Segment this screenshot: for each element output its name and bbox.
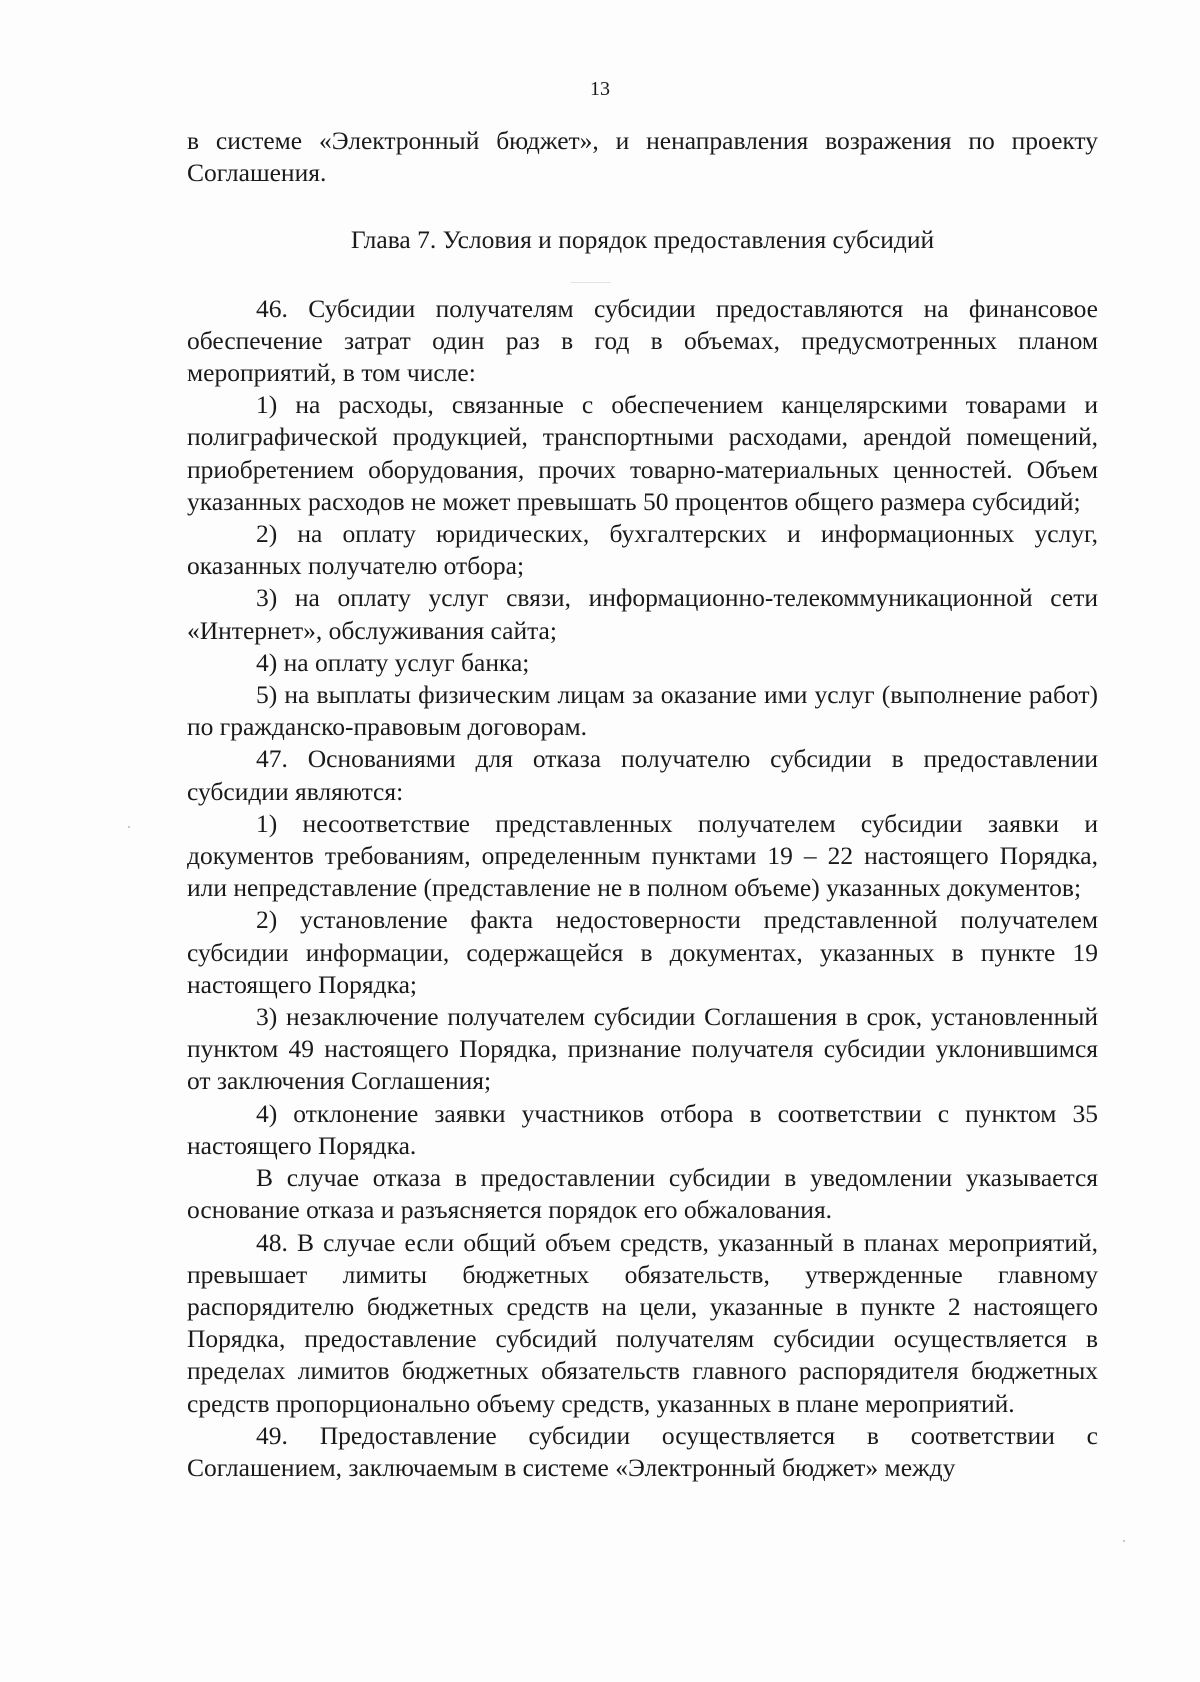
scan-speck: [571, 282, 611, 283]
paragraph-46-item-4: 4) на оплату услуг банка;: [256, 647, 530, 677]
scan-speck: [1123, 1540, 1125, 1542]
paragraph-46-item-1: 1) на расходы, связанные с обеспечением канцелярскими товарами и полиграфической продукцией, транспортными расходами, арендой помещений, приобретением оборудования, прочих товарно-материальных ценностей. Объем указанных расходов не может превышать 50 процентов общего размера субсидий;: [187, 390, 1098, 516]
scan-speck: [128, 826, 130, 828]
paragraph-47-refusal-note: В случае отказа в предоставлении субсидии в уведомлении указывается основание отказа и разъясняется порядок его обжалования.: [187, 1163, 1098, 1225]
chapter-heading: Глава 7. Условия и порядок предоставления субсидий: [350, 225, 935, 255]
page-number: 13: [590, 78, 610, 100]
paragraph-47-item-1: 1) несоответствие представленных получателем субсидии заявки и документов требованиям, определенным пунктами 19 – 22 настоящего Порядка, или непредставление (представление не в полном объеме) указанных документов;: [187, 808, 1098, 903]
paragraph-49: 49. Предоставление субсидии осуществляется в соответствии с Соглашением, заключаемым в системе «Электронный бюджет» между: [187, 1420, 1098, 1482]
paragraph-48: 48. В случае если общий объем средств, указанный в планах мероприятий, превышает лимиты бюджетных обязательств, утвержденные главному распорядителю бюджетных средств на цели, указанные в пункте 2 настоящего Порядка, предоставление субсидий получателям субсидии осуществляется в пределах лимитов бюджетных обязательств главного распорядителя бюджетных средств пропорционально объему средств, указанных в плане мероприятий.: [187, 1227, 1098, 1418]
paragraph-continuation: в системе «Электронный бюджет», и ненаправления возражения по проекту Соглашения.: [187, 126, 1098, 188]
paragraph-47-item-3: 3) незаключение получателем субсидии Соглашения в срок, установленный пунктом 49 настоящего Порядка, признание получателя субсидии уклонившимся от заключения Соглашения;: [187, 1002, 1098, 1096]
paragraph-46: 46. Субсидии получателям субсидии предоставляются на финансовое обеспечение затрат один раз в год в объемах, предусмотренных планом мероприятий, в том числе:: [187, 293, 1098, 388]
paragraph-46-item-5: 5) на выплаты физическим лицам за оказание ими услуг (выполнение работ) по гражданско-правовым договорам.: [187, 680, 1098, 742]
paragraph-46-item-2: 2) на оплату юридических, бухгалтерских и информационных услуг, оказанных получателю отбора;: [187, 519, 1098, 581]
document-body: [187, 125, 1098, 1484]
paragraph-47: 47. Основаниями для отказа получателю субсидии в предоставлении субсидии являются:: [187, 744, 1098, 806]
paragraph-47-item-2: 2) установление факта недостоверности представленной получателем субсидии информации, содержащейся в документах, указанных в пункте 19 настоящего Порядка;: [187, 905, 1098, 999]
paragraph-46-item-3: 3) на оплату услуг связи, информационно-телекоммуникационной сети «Интернет», обслуживания сайта;: [187, 583, 1098, 645]
paragraph-47-item-4: 4) отклонение заявки участников отбора в соответствии с пунктом 35 настоящего Порядка.: [187, 1098, 1098, 1160]
